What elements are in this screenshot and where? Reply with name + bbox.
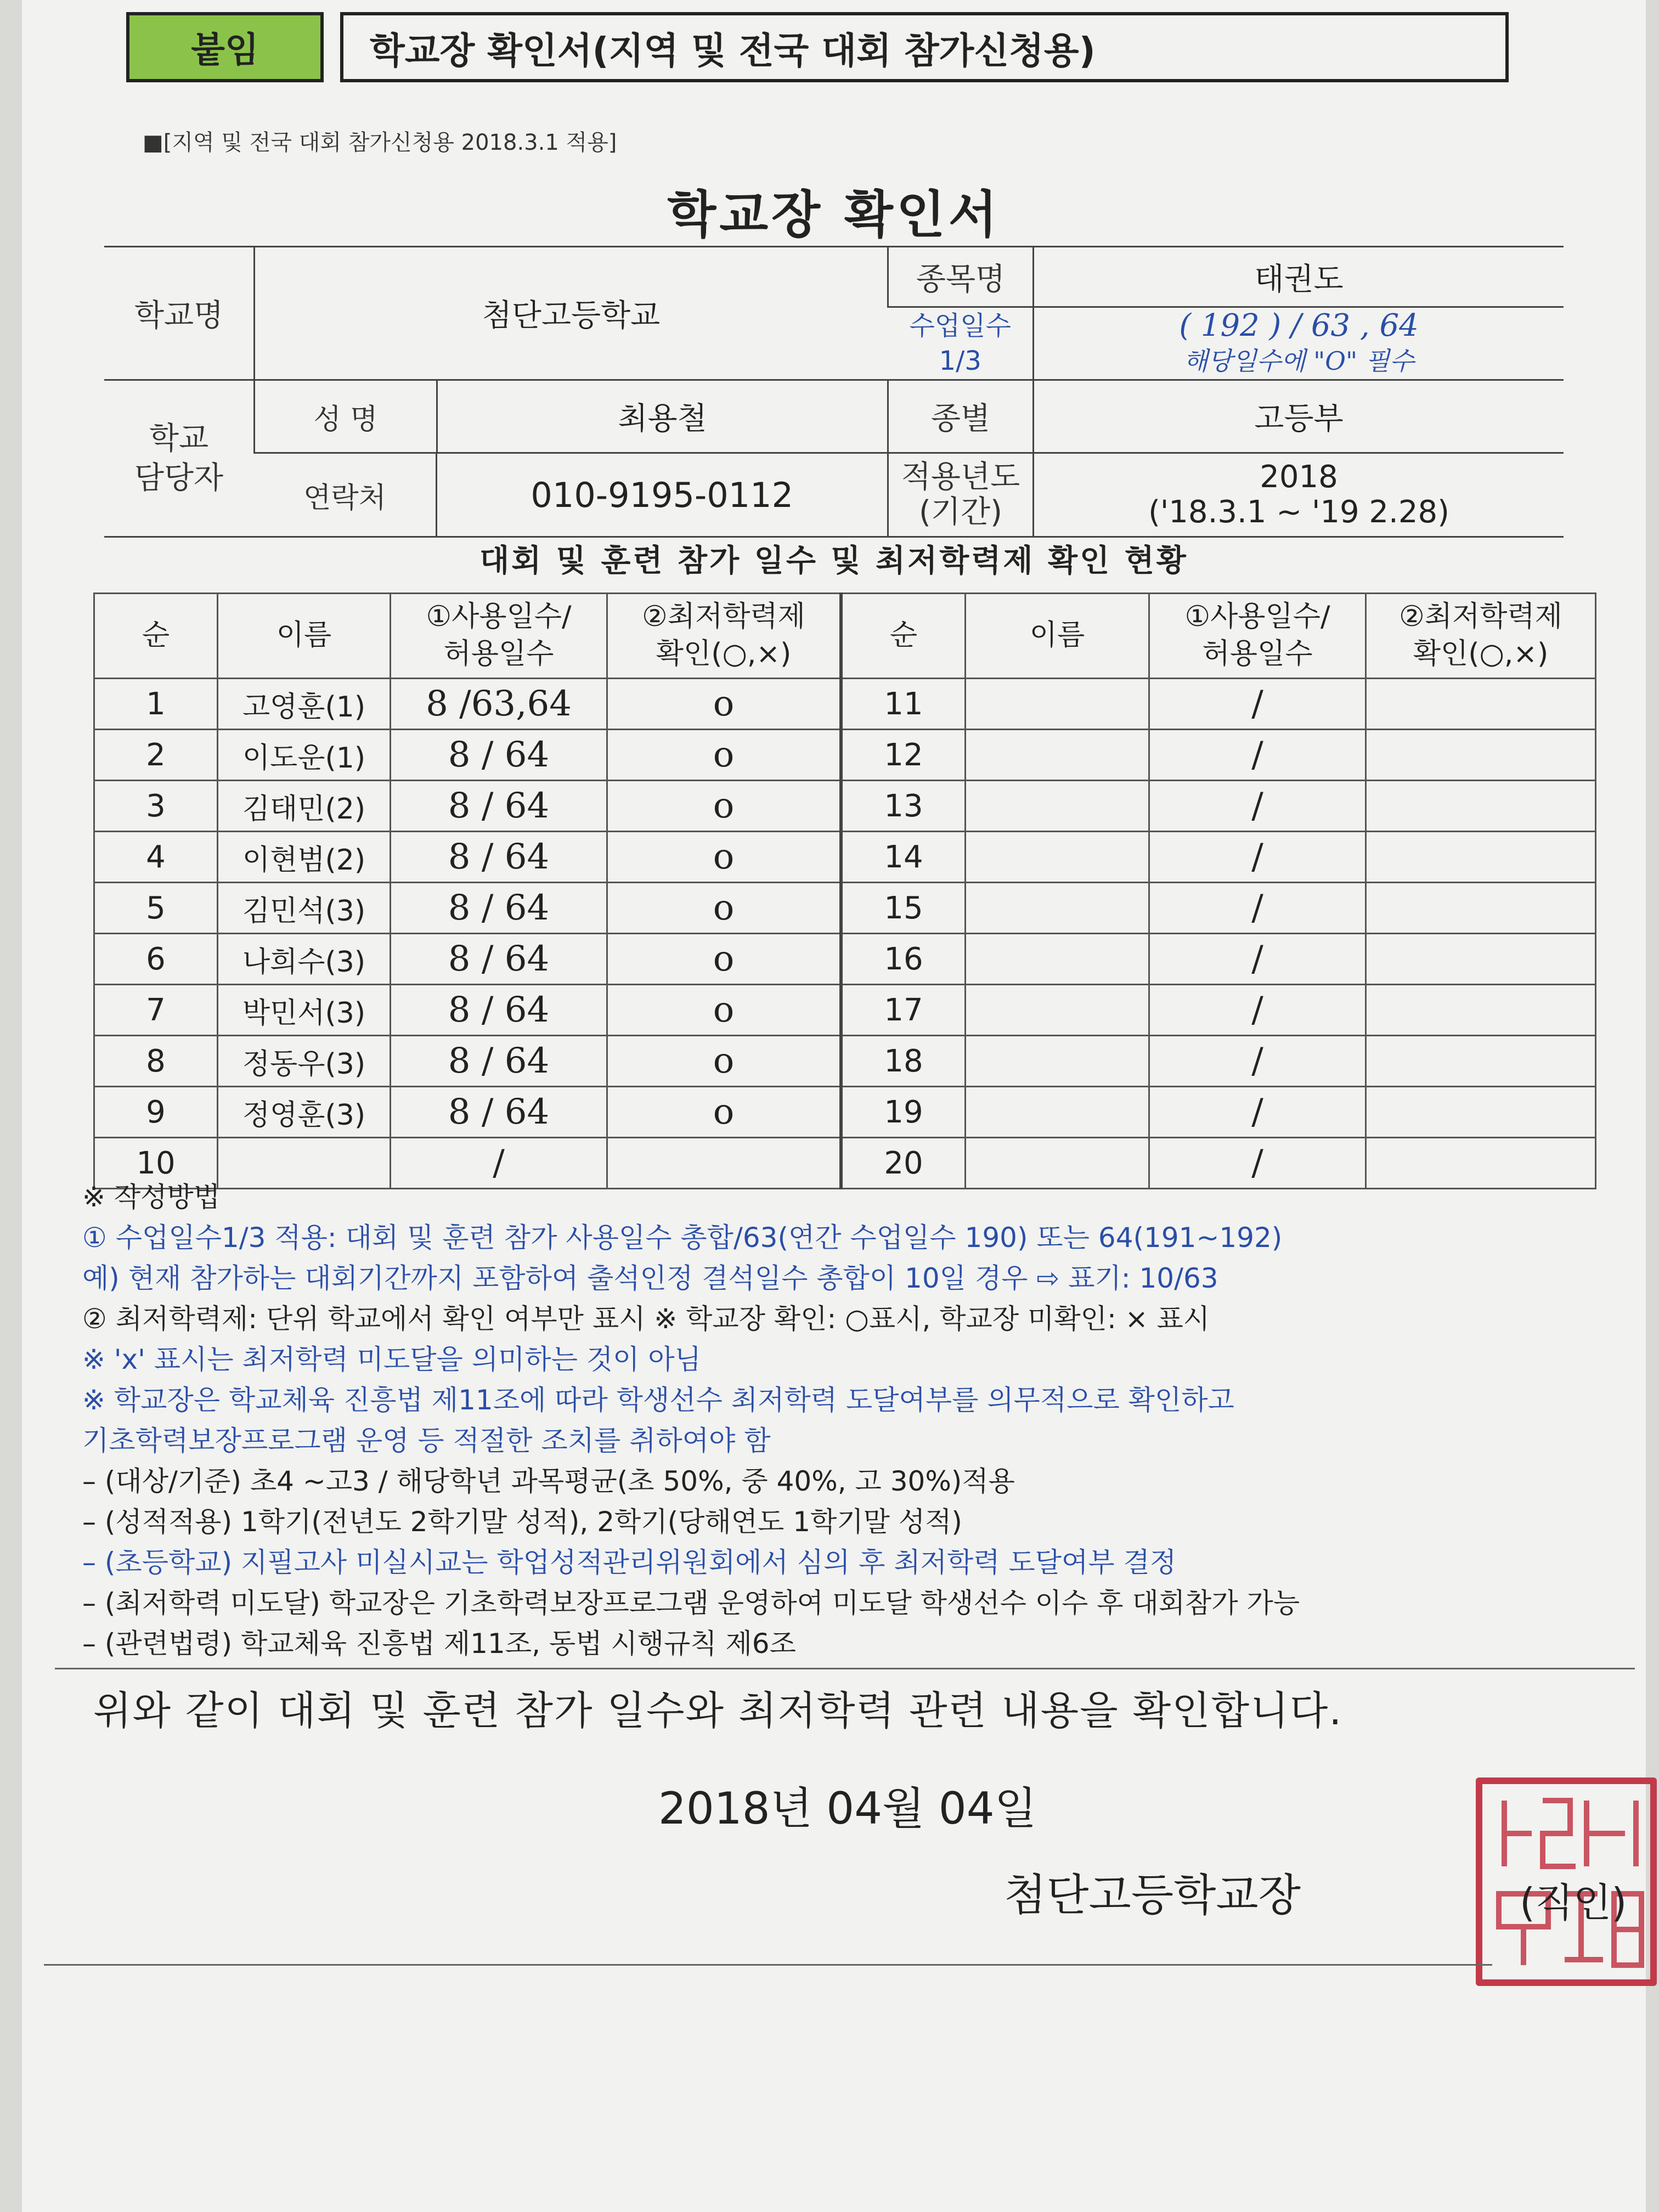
document-header [126,12,1536,83]
used-days: 8 / 64 [391,781,607,832]
student-name [966,832,1149,883]
row-number: 17 [841,985,966,1036]
row-number: 8 [94,1036,218,1087]
student-name: 김태민(2) [218,781,391,832]
note-line: ※ 'x' 표시는 최저학력 미도달을 의미하는 것이 아님 [82,1344,701,1375]
student-name: 이현범(2) [218,832,391,883]
note-line: ① 수업일수1/3 적용: 대회 및 훈련 참가 사용일수 총합/63(연간 수업일수 190) 또는 64(191~192) [82,1222,1283,1254]
manager-name: 최용철 [618,401,707,437]
note-line: – (관련법령) 학교체육 진흥법 제11조, 동법 시행규칙 제6조 [82,1628,796,1660]
note-line: 기초학력보장프로그램 운영 등 적절한 조치를 취하여야 함 [82,1425,771,1457]
col-name-2: 이름 [966,594,1149,679]
header-title: 학교장 확인서(지역 및 전국 대회 참가신청용) [340,12,1509,82]
used-days: / [1149,781,1366,832]
min-academic-check [1366,730,1596,781]
student-name: 박민서(3) [218,985,391,1036]
min-academic-check [1366,781,1596,832]
note-line: ※ 학교장은 학교체육 진흥법 제11조에 따라 학생선수 최저학력 도달여부를 의무적으로 확인하고 [82,1384,1234,1416]
sport-value: 태권도 [1034,247,1564,307]
min-academic-check [1366,679,1596,730]
row-number: 10 [94,1138,218,1189]
used-days: / [1149,1138,1366,1189]
note-line: – (성적적용) 1학기(전년도 2학기말 성적), 2학기(당해연도 1학기말 성적) [82,1506,962,1538]
row-number: 6 [94,934,218,985]
student-name [966,1036,1149,1087]
min-academic-check [1366,1036,1596,1087]
used-days: / [1149,1036,1366,1087]
row-number: 5 [94,883,218,934]
bottom-rule [44,1964,1492,1966]
used-days: / [1149,985,1366,1036]
row-number: 19 [841,1087,966,1138]
student-name [966,883,1149,934]
min-academic-check [1366,1087,1596,1138]
row-number: 12 [841,730,966,781]
used-days: 8 / 64 [391,832,607,883]
name-label: 성 명 [255,381,438,452]
used-days: / [1149,934,1366,985]
participation-rows [94,679,1596,1189]
used-days: 8 / 64 [391,730,607,781]
form-version-note: ■[지역 및 전국 대회 참가신청용 2018.3.1 적용] [143,130,617,155]
seal-mark-label: (직인) [1520,1880,1627,1926]
col-check-2: ②최저학력제 확인(○,×) [1366,594,1596,679]
row-number: 16 [841,934,966,985]
table-row [94,1087,1596,1138]
year-value: 2018 ('18.3.1 ~ '19 2.28) [1034,453,1564,537]
row-number: 4 [94,832,218,883]
divider [55,1668,1635,1669]
student-name: 나희수(3) [218,934,391,985]
min-academic-check: o [607,832,842,883]
student-name [966,679,1149,730]
confirmation-statement: 위와 같이 대회 및 훈련 참가 일수와 최저학력 관련 내용을 확인합니다. [93,1688,1343,1734]
row-number: 2 [94,730,218,781]
principal-signature: 첨단고등학교장 [1004,1870,1301,1921]
note-line: – (대상/기준) 초4 ~고3 / 해당학년 과목평균(초 50%, 중 40%, 고 30%)적용 [82,1465,1015,1497]
used-days: 8 /63,64 [391,679,607,730]
min-academic-check: o [607,934,842,985]
participation-table [93,592,1596,1189]
student-name [966,781,1149,832]
col-check: ②최저학력제 확인(○,×) [607,594,842,679]
min-academic-check: o [607,883,842,934]
row-number: 20 [841,1138,966,1189]
used-days: / [1149,679,1366,730]
student-name: 고영훈(1) [218,679,391,730]
contact-value: 010-9195-0112 [531,475,794,515]
school-info-table [104,246,1564,538]
used-days: / [1149,832,1366,883]
min-academic-check: o [607,985,842,1036]
student-name: 정동우(3) [218,1036,391,1087]
row-number: 9 [94,1087,218,1138]
used-days: 8 / 64 [391,1036,607,1087]
school-name: 첨단고등학교 [255,247,888,380]
contact-label: 연락처 [255,454,437,536]
note-line: ※ 작성방법 [82,1181,220,1213]
table-row [94,985,1596,1036]
row-number: 13 [841,781,966,832]
student-name [966,934,1149,985]
sport-label: 종목명 [888,247,1034,307]
class-days-value: ( 192 ) / 63 , 64 해당일수에 "O" 필수 [1034,307,1564,380]
document-page [22,0,1646,2212]
attachment-tag: 붙임 [126,12,324,82]
col-name: 이름 [218,594,391,679]
col-num-2: 순 [841,594,966,679]
row-number: 7 [94,985,218,1036]
row-number: 14 [841,832,966,883]
table-row [94,730,1596,781]
instructions [82,1177,1640,1664]
student-name [966,985,1149,1036]
min-academic-check: o [607,781,842,832]
min-academic-check [1366,832,1596,883]
used-days: 8 / 64 [391,883,607,934]
note-line: – (최저학력 미도달) 학교장은 기초학력보장프로그램 운영하여 미도달 학생선수 이수 후 대회참가 가능 [82,1587,1300,1619]
used-days: 8 / 64 [391,985,607,1036]
min-academic-check: o [607,679,842,730]
page-title: 학교장 확인서 [667,185,1001,244]
used-days: 8 / 64 [391,934,607,985]
row-number: 15 [841,883,966,934]
issue-date: 2018년 04월 04일 [658,1783,1037,1834]
table-row [94,934,1596,985]
min-academic-check: o [607,1036,842,1087]
used-days: / [1149,730,1366,781]
table-row [94,679,1596,730]
table-row [94,781,1596,832]
manager-contact-cell [255,453,888,537]
min-academic-check: o [607,730,842,781]
row-number: 1 [94,679,218,730]
student-name [966,1087,1149,1138]
note-line: 예) 현재 참가하는 대회기간까지 포함하여 출석인정 결석일수 총합이 10일 경우 ⇨ 표기: 10/63 [82,1262,1218,1294]
table-row [94,1036,1596,1087]
row-number: 18 [841,1036,966,1087]
manager-label: 학교 담당자 [104,380,255,537]
table-row [94,832,1596,883]
school-label: 학교명 [104,247,255,380]
row-number: 11 [841,679,966,730]
note-line: ② 최저학력제: 단위 학교에서 확인 여부만 표시 ※ 학교장 확인: ○표시, 학교장 미확인: × 표시 [82,1303,1210,1335]
min-academic-check [1366,883,1596,934]
table-row [94,883,1596,934]
class-days-label: 수업일수 1/3 [888,307,1034,380]
used-days: 8 / 64 [391,1087,607,1138]
student-name [966,730,1149,781]
student-name: 이도운(1) [218,730,391,781]
manager-name-cell [255,380,888,453]
year-label: 적용년도 (기간) [888,453,1034,537]
min-academic-check: o [607,1087,842,1138]
used-days: / [391,1138,607,1189]
used-days: / [1149,883,1366,934]
min-academic-check [1366,934,1596,985]
used-days: / [1149,1087,1366,1138]
section-title: 대회 및 훈련 참가 일수 및 최저학력제 확인 현황 [479,543,1188,579]
division-label: 종별 [888,380,1034,453]
student-name: 정영훈(3) [218,1087,391,1138]
col-days: ①사용일수/ 허용일수 [391,594,607,679]
col-num: 순 [94,594,218,679]
col-days-2: ①사용일수/ 허용일수 [1149,594,1366,679]
student-name: 김민석(3) [218,883,391,934]
min-academic-check [1366,985,1596,1036]
division-value: 고등부 [1034,380,1564,453]
row-number: 3 [94,781,218,832]
note-line: – (초등학교) 지필고사 미실시교는 학업성적관리위원회에서 심의 후 최저학력 도달여부 결정 [82,1547,1177,1578]
